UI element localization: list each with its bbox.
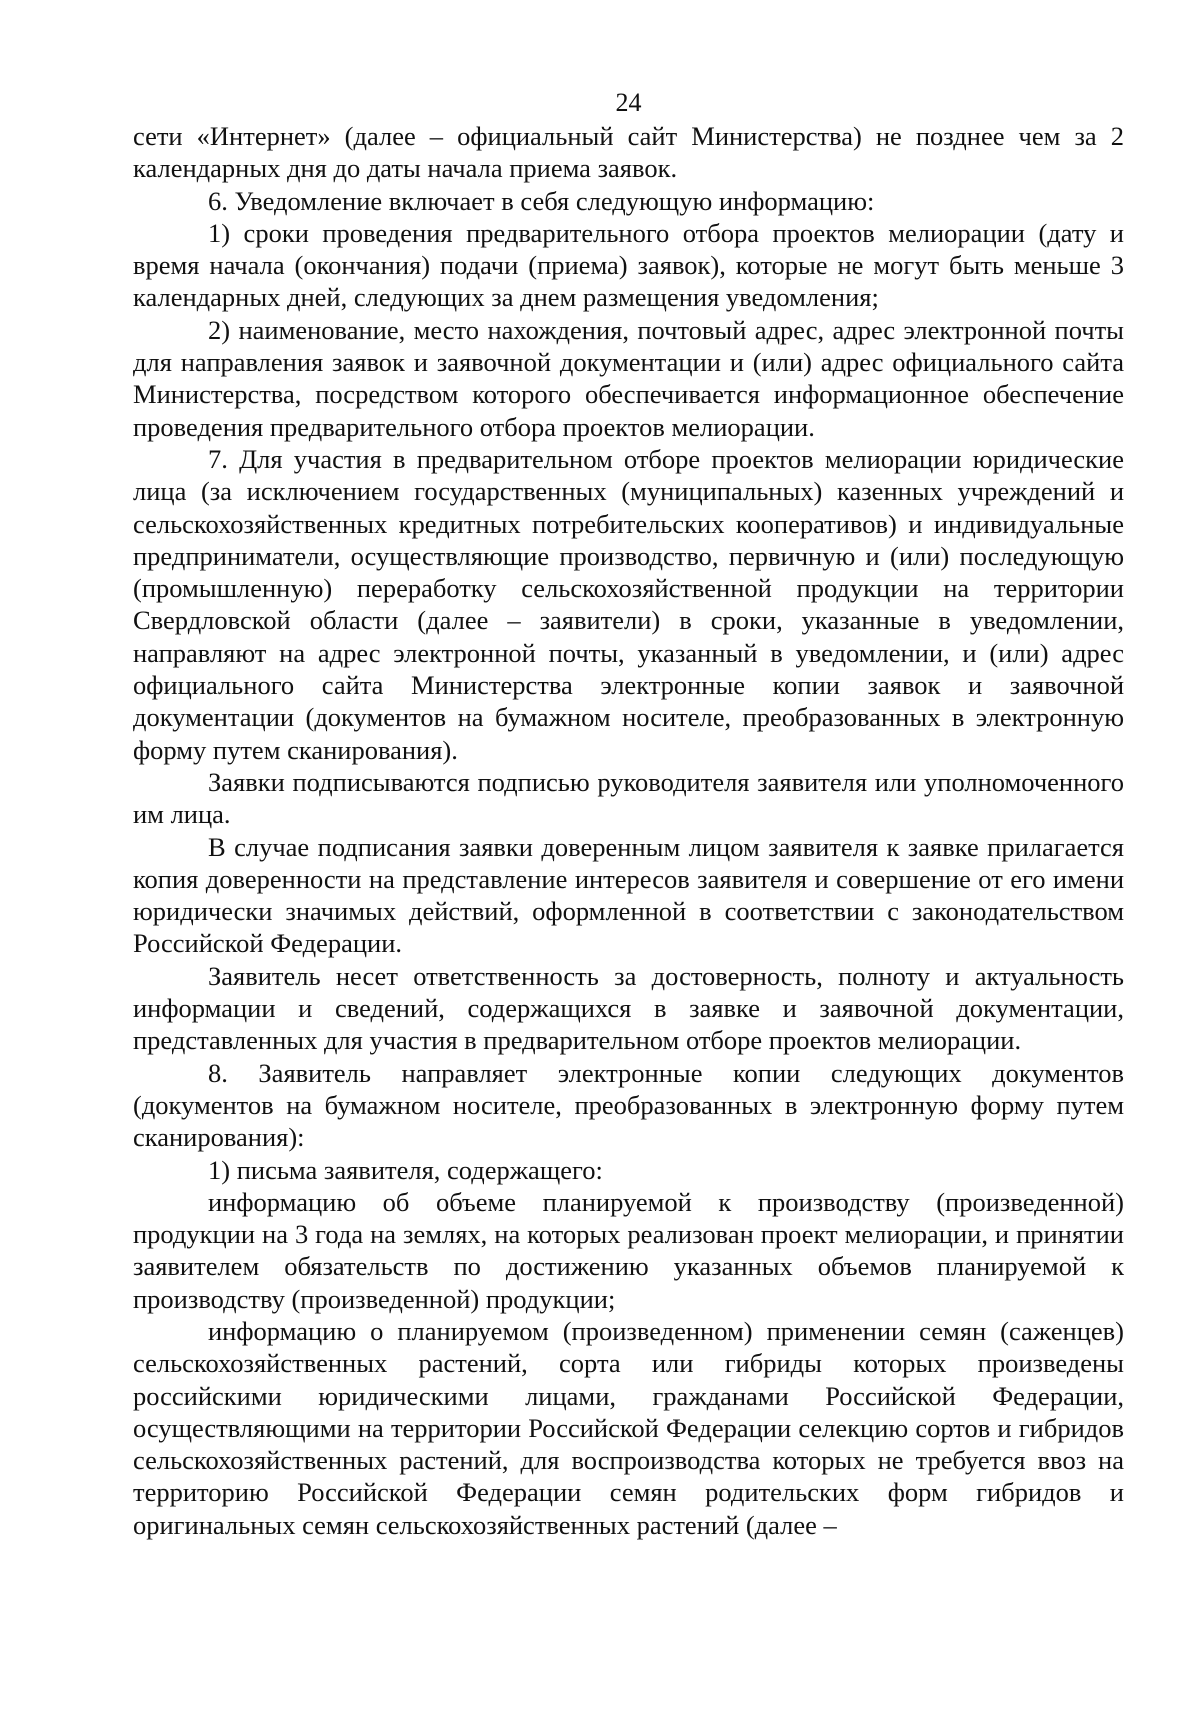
paragraph-power-of-attorney: В случае подписания заявки доверенным лицом заявителя к заявке прилагается копия доверенности на представление интересов заявителя и совершение от его имени юридически значимых действий, оформленной в соответствии с законодательством Российской Федерации. xyxy=(133,831,1124,959)
page-number: 24 xyxy=(615,88,642,117)
paragraph-item-6-1: 1) сроки проведения предварительного отбора проектов мелиорации (дату и время начала (окончания) подачи (приема) заявок), которые не могут быть меньше 3 календарных дней, следующих за днем размещения уведомления; xyxy=(133,217,1124,313)
paragraph-production-volume: информацию об объеме планируемой к производству (произведенной) продукции на 3 года на землях, на которых реализован проект мелиорации, и принятии заявителем обязательств по достижению указанных объемов планируемой к производству (произведенной) продукции; xyxy=(133,1186,1124,1314)
paragraph-item-8-1: 1) письма заявителя, содержащего: xyxy=(208,1154,603,1185)
paragraph-internet-notice: сети «Интернет» (далее – официальный сайт Министерства) не позднее чем за 2 календарных дня до даты начала приема заявок. xyxy=(133,121,1124,184)
document-page xyxy=(133,88,1124,1541)
paragraph-item-6: 6. Уведомление включает в себя следующую информацию: xyxy=(208,185,875,216)
paragraph-item-7: 7. Для участия в предварительном отборе проектов мелиорации юридические лица (за исключением государственных (муниципальных) казенных учреждений и сельскохозяйственных кредитных потребительских кооперативов) и индивидуальные предприниматели, осуществляющие производство, первичную и (или) последующую (промышленную) переработку сельскохозяйственной продукции на территории Свердловской области (далее – заявители) в сроки, указанные в уведомлении, направляют на адрес электронной почты, указанный в уведомлении, и (или) адрес официального сайта Министерства электронные копии заявок и заявочной документации (документов на бумажном носителе, преобразованных в электронную форму путем сканирования). xyxy=(133,443,1124,765)
paragraph-seeds-usage: информацию о планируемом (произведенном) применении семян (саженцев) сельскохозяйственных растений, сорта или гибриды которых произведены российскими юридическими лицами, гражданами Российской Федерации, осуществляющими на территории Российской Федерации селекцию сортов и гибридов сельскохозяйственных растений, для воспроизводства которых не требуется ввоз на территорию Российской Федерации семян родительских форм гибридов и оригинальных семян сельскохозяйственных растений (далее – xyxy=(133,1315,1124,1540)
paragraph-signature: Заявки подписываются подписью руководителя заявителя или уполномоченного им лица. xyxy=(133,766,1124,830)
paragraph-item-6-2: 2) наименование, место нахождения, почтовый адрес, адрес электронной почты для направления заявок и заявочной документации и (или) адрес официального сайта Министерства, посредством которого обеспечивается информационное обеспечение проведения предварительного отбора проектов мелиорации. xyxy=(133,314,1124,442)
paragraph-responsibility: Заявитель несет ответственность за достоверность, полноту и актуальность информации и сведений, содержащихся в заявке и заявочной документации, представленных для участия в предварительном отборе проектов мелиорации. xyxy=(133,960,1124,1056)
paragraph-item-8: 8. Заявитель направляет электронные копии следующих документов (документов на бумажном носителе, преобразованных в электронную форму путем сканирования): xyxy=(133,1057,1124,1153)
